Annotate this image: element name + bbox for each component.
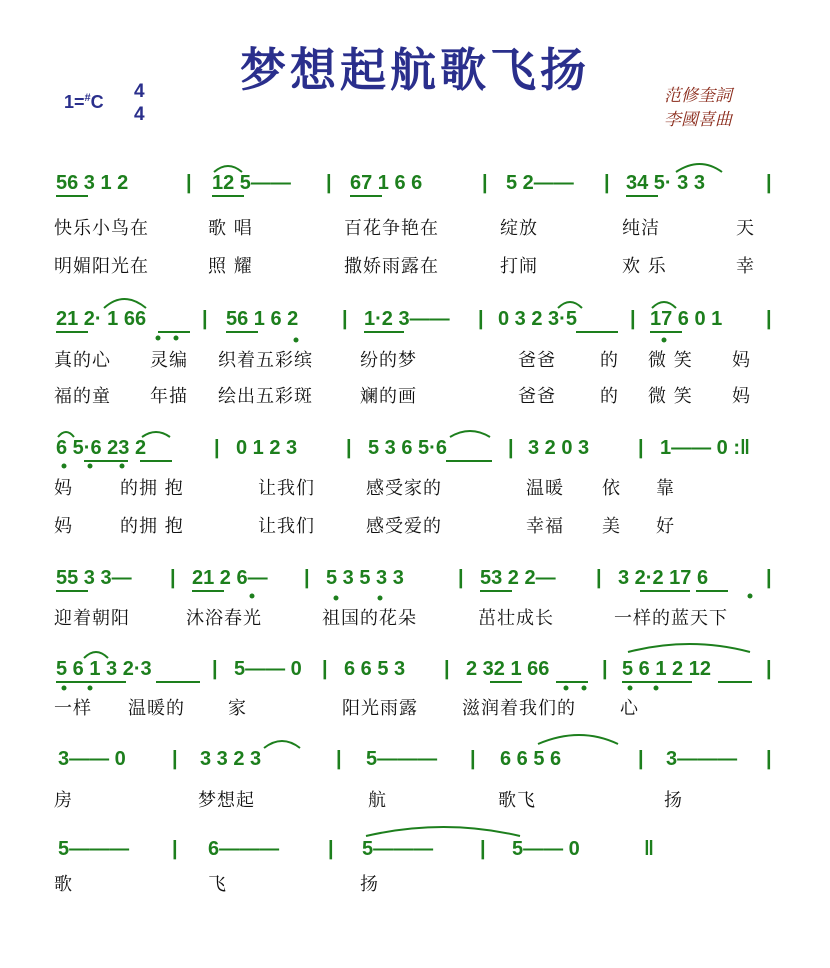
lyric: 织着五彩缤 [218, 350, 313, 371]
octave-dot [88, 686, 93, 691]
measure: 67 1 6 6 [350, 172, 423, 194]
lyric: 依 [602, 478, 621, 499]
slur [558, 302, 582, 308]
measure: 12 5—— [212, 172, 291, 194]
barline: | [346, 437, 352, 459]
lyric: 让我们 [258, 478, 315, 499]
measure: 6——— [208, 838, 280, 860]
barline: ‖ [644, 838, 654, 860]
lyric: 房 [54, 790, 73, 811]
time-sig-bottom: 4 [134, 104, 145, 125]
lyric: 梦想起 [198, 790, 255, 811]
octave-dot [62, 464, 67, 469]
slur [676, 164, 722, 172]
barline: | [766, 748, 772, 770]
measure: 21 2· 1 66 [56, 308, 147, 330]
slur [366, 827, 520, 836]
lyric: 微 笑 [648, 386, 693, 407]
lyric: 妈 [54, 516, 73, 537]
barline: | [602, 658, 608, 680]
lyric: 感受爱的 [366, 516, 442, 537]
barline: | [212, 658, 218, 680]
lyric: 祖国的花朵 [322, 608, 417, 629]
slur [58, 432, 74, 437]
barline: | [186, 172, 192, 194]
barline: | [766, 172, 772, 194]
barline: | [480, 838, 486, 860]
lyric: 幸 [736, 256, 755, 277]
slur [538, 735, 618, 744]
barline: | [322, 658, 328, 680]
barline: | [638, 437, 644, 459]
lyric: 的 [600, 350, 619, 371]
barline: | [766, 567, 772, 589]
lyric: 歌 [54, 874, 73, 895]
lyric: 靠 [656, 478, 675, 499]
lyric: 沐浴春光 [186, 608, 262, 629]
lyric: 绽放 [500, 218, 538, 239]
measure: 6 6 5 3 [344, 658, 406, 680]
barline: | [326, 172, 332, 194]
octave-dot [156, 336, 161, 341]
lyric: 的 [600, 386, 619, 407]
octave-dot [250, 594, 255, 599]
measure: 2 32 1 66 [466, 658, 550, 680]
lyric: 爸爸 [518, 386, 556, 407]
slur [628, 644, 750, 652]
measure: 0 1 2 3 [236, 437, 298, 459]
lyric: 温暖的 [128, 698, 185, 719]
measure: 5 3 5 3 3 [326, 567, 404, 589]
lyric: 的拥 抱 [120, 478, 184, 499]
lyric: 百花争艳在 [344, 218, 439, 239]
barline: | [638, 748, 644, 770]
barline: | [766, 308, 772, 330]
lyric: 斓的画 [360, 386, 417, 407]
measure: 6 5·6 23 2 [56, 437, 147, 459]
lyric: 扬 [360, 874, 379, 895]
lyric: 家 [228, 698, 247, 719]
barline: | [444, 658, 450, 680]
measure: 55 3 3— [56, 567, 132, 589]
barline: | [604, 172, 610, 194]
time-sig-top: 4 [134, 81, 145, 102]
measure: 0 3 2 3·5 [498, 308, 577, 330]
lyric: 爸爸 [518, 350, 556, 371]
slur [450, 431, 490, 437]
barline: | [482, 172, 488, 194]
octave-dot [120, 464, 125, 469]
lyric: 纷的梦 [360, 350, 417, 371]
measure: 1·2 3—— [364, 308, 450, 330]
octave-dot [582, 686, 587, 691]
measure: 3——— [666, 748, 738, 770]
lyric: 欢 乐 [622, 256, 667, 277]
barline: | [596, 567, 602, 589]
lyric: 的拥 抱 [120, 516, 184, 537]
lyric: 感受家的 [366, 478, 442, 499]
barline: | [470, 748, 476, 770]
lyric: 妈 [54, 478, 73, 499]
lyric: 打闹 [500, 256, 538, 277]
barline: | [172, 748, 178, 770]
lyric: 扬 [664, 790, 683, 811]
measure: 3 2·2 17 6 [618, 567, 709, 589]
barline: | [202, 308, 208, 330]
lyric: 让我们 [258, 516, 315, 537]
barline: | [336, 748, 342, 770]
measure: 5 6 1 2 12 [622, 658, 711, 680]
lyric: 幸福 [526, 516, 564, 537]
octave-dot [334, 596, 339, 601]
lyric: 快乐小鸟在 [54, 218, 149, 239]
lyric: 年描 [150, 386, 188, 407]
barline: | [328, 838, 334, 860]
octave-dot [564, 686, 569, 691]
lyric: 妈 [732, 386, 751, 407]
lyric: 绘出五彩斑 [218, 386, 313, 407]
measure: 17 6 0 1 [650, 308, 723, 330]
barline: | [458, 567, 464, 589]
measure: 34 5· 3 3 [626, 172, 705, 194]
lyric: 温暖 [526, 478, 564, 499]
lyric: 茁壮成长 [478, 608, 554, 629]
barline: | [630, 308, 636, 330]
lyricist: 范修奎詞 [664, 86, 732, 106]
measure: 6 6 5 6 [500, 748, 562, 770]
measure: 5—— 0 [512, 838, 580, 860]
slur [104, 299, 146, 308]
octave-dot [174, 336, 179, 341]
lyric: 迎着朝阳 [54, 608, 130, 629]
lyric: 天 [736, 218, 755, 239]
octave-dot [88, 464, 93, 469]
barline: | [214, 437, 220, 459]
lyric: 真的心 [54, 350, 111, 371]
lyric: 歌飞 [498, 790, 536, 811]
lyric: 妈 [732, 350, 751, 371]
octave-dot [654, 686, 659, 691]
octave-dot [294, 338, 299, 343]
composer: 李國喜曲 [664, 110, 732, 130]
lyric: 明媚阳光在 [54, 256, 149, 277]
lyric: 好 [656, 516, 675, 537]
measure: 5——— [58, 838, 130, 860]
barline: | [766, 658, 772, 680]
measure: 5——— [366, 748, 438, 770]
key-sharp: # [84, 92, 91, 104]
lyric: 滋润着我们的 [462, 698, 576, 719]
lyric: 一样的蓝天下 [614, 608, 728, 629]
key-label: 1= [64, 92, 85, 112]
octave-dot [628, 686, 633, 691]
barline: | [478, 308, 484, 330]
octave-dot [378, 596, 383, 601]
measure: 56 1 6 2 [226, 308, 299, 330]
lyric: 纯洁 [622, 218, 660, 239]
lyric: 阳光雨露 [342, 698, 418, 719]
measure: 21 2 6— [192, 567, 268, 589]
measure: 3 3 2 3 [200, 748, 262, 770]
slur [214, 166, 242, 172]
measure: 5 3 6 5·6 [368, 437, 447, 459]
measure: 1—— 0 :‖ [660, 437, 750, 459]
measure: 5 6 1 3 2·3 [56, 658, 152, 680]
measure: 5 2—— [506, 172, 574, 194]
barline: | [304, 567, 310, 589]
key-note: C [90, 92, 104, 112]
barline: | [342, 308, 348, 330]
slur [264, 741, 300, 748]
lyric: 一样 [54, 698, 92, 719]
barline: | [508, 437, 514, 459]
lyric: 撒娇雨露在 [344, 256, 439, 277]
lyric: 美 [602, 516, 621, 537]
lyric: 飞 [208, 874, 227, 895]
lyric: 微 笑 [648, 350, 693, 371]
slur [142, 432, 170, 437]
slur [84, 652, 108, 658]
lyric: 照 耀 [208, 256, 253, 277]
octave-dot [62, 686, 67, 691]
slur [652, 302, 676, 308]
barline: | [170, 567, 176, 589]
lyric: 航 [368, 790, 387, 811]
measure: 56 3 1 2 [56, 172, 129, 194]
measure: 5——— [362, 838, 434, 860]
octave-dot [748, 594, 753, 599]
measure: 5—— 0 [234, 658, 302, 680]
octave-dot [662, 338, 667, 343]
barline: | [172, 838, 178, 860]
lyric: 灵编 [150, 350, 188, 371]
song-title: 梦想起航歌飞扬 [240, 43, 590, 97]
lyric: 心 [620, 698, 639, 719]
measure: 53 2 2— [480, 567, 556, 589]
lyric: 福的童 [54, 386, 111, 407]
measure: 3 2 0 3 [528, 437, 590, 459]
measure: 3—— 0 [58, 748, 126, 770]
lyric: 歌 唱 [208, 218, 253, 239]
